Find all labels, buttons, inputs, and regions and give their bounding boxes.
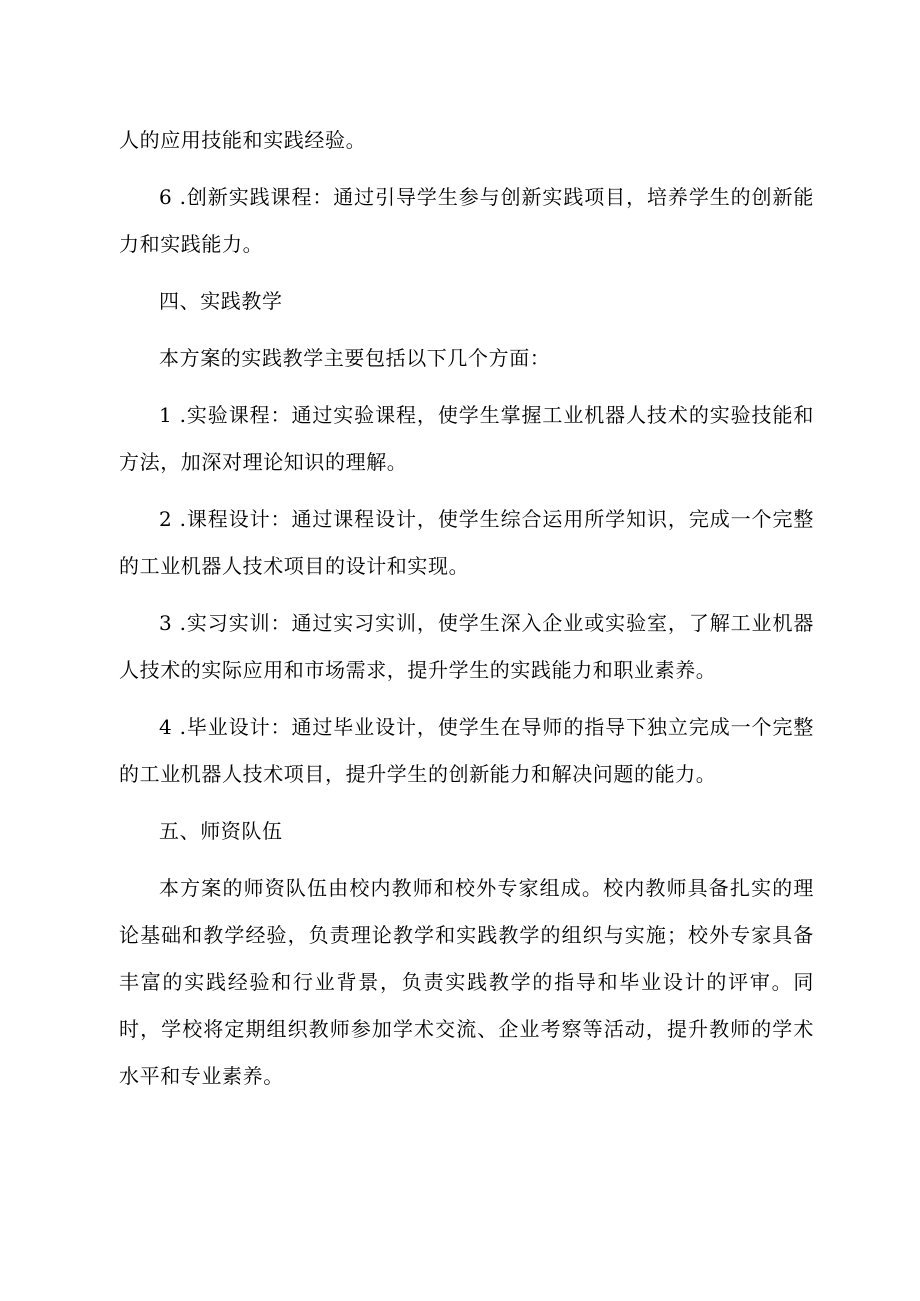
paragraph-item-4: 4 .毕业设计：通过毕业设计，使学生在导师的指导下独立完成一个完整的工业机器人技术项目，提升学生的创新能力和解决问题的能力。 xyxy=(119,715,814,786)
paragraph-practice-intro: 本方案的实践教学主要包括以下几个方面： xyxy=(159,346,551,370)
document-body xyxy=(119,117,814,1110)
paragraph-continuation: 人的应用技能和实践经验。 xyxy=(119,128,367,152)
paragraph-item-1: 1 .实验课程：通过实验课程，使学生掌握工业机器人技术的实验技能和方法，加深对理论知识的理解。 xyxy=(119,403,814,474)
paragraph-faculty: 本方案的师资队伍由校内教师和校外专家组成。校内教师具备扎实的理论基础和教学经验，负责理论教学和实践教学的组织与实施；校外专家具备丰富的实践经验和行业背景，负责实践教学的指导和毕业设计的评审。同时，学校将定期组织教师参加学术交流、企业考察等活动，提升教师的学术水平和专业素养。 xyxy=(119,876,814,1088)
section-heading-faculty: 五、师资队伍 xyxy=(159,819,283,843)
paragraph-item-2: 2 .课程设计：通过课程设计，使学生综合运用所学知识，完成一个完整的工业机器人技术项目的设计和实现。 xyxy=(119,507,814,578)
paragraph-item-3: 3 .实习实训：通过实习实训，使学生深入企业或实验室，了解工业机器人技术的实际应用和市场需求，提升学生的实践能力和职业素养。 xyxy=(119,611,814,682)
section-heading-practice-teaching: 四、实践教学 xyxy=(159,289,283,313)
paragraph-item-6: 6 .创新实践课程：通过引导学生参与创新实践项目，培养学生的创新能力和实践能力。 xyxy=(119,185,814,256)
